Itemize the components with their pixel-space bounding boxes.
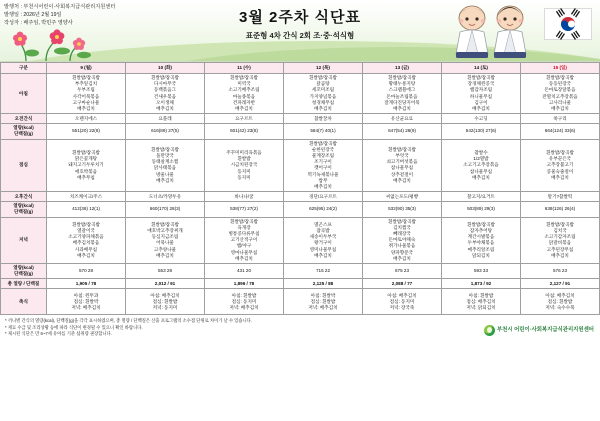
row-label-1: 오전간식	[1, 114, 47, 124]
cell-r1-c1: 요플레	[126, 114, 205, 124]
cell-r7-c3: 715 22	[284, 264, 363, 279]
cell-r8-c0: 1,905 / 78	[47, 279, 126, 289]
cell-r2-c1: 616(89) 27(5)	[126, 124, 205, 139]
logo-text: 부천시 어린이·사회복지급식관리지원센터	[496, 327, 594, 333]
day-date-1: 10	[158, 64, 164, 70]
cell-r6-c1: 흰쌀밥/잡곡밥 애호박고추장찌개 등심지금조림 어묵나물 고추양나물 배추김치	[126, 217, 205, 263]
cell-r1-c2: 요구르트	[205, 114, 284, 124]
character-icon	[446, 2, 538, 60]
menu-row-5	[1, 202, 600, 217]
day-header-0	[47, 63, 126, 74]
menu-row-6	[1, 217, 600, 263]
day-dow-1: (화)	[164, 64, 172, 70]
page-subtitle: 표준형 4차 간식 2회 조·중·석식형	[245, 31, 355, 40]
page-header	[0, 0, 600, 62]
cell-r5-c4: 532(90) 35(3)	[363, 202, 442, 217]
cell-r2-c2: 601(42) 23(8)	[205, 124, 284, 139]
cell-r9-c0: 아침: 왼뚜과 점심: 흰쌀박 저녁: 배추김치	[47, 289, 126, 315]
cell-r4-c3: 경단/요구르트	[284, 192, 363, 202]
cell-r5-c2: 538(77) 27(2)	[205, 202, 284, 217]
row-label-4: 오후간식	[1, 192, 47, 202]
cell-r3-c5: 찹쌀수 1/2열밥 소고기고추장볶음 참나물무침 배추김치	[442, 139, 521, 192]
cell-r6-c6: 흰쌀밥/잡곡밥 김치국 소고기감자조림 닭갈비볶음 고추된장무침 배추김치	[521, 217, 600, 263]
cell-r0-c5: 흰쌀밥/잡곡밥 장경채왼콩국 햄감자조림 하니물무침 김구이 배추김치	[442, 74, 521, 114]
cell-r8-c4: 2,088 / 77	[363, 279, 442, 289]
cell-r0-c0: 흰쌀밥/잡곡밥 부추잎김치 두부조림 사각어묵볶음 고구마순나물 배추김치	[47, 74, 126, 114]
cell-r3-c4: 흰쌀밥/잡곡밥 부엇국 쇠고기버섯볶음 참나물무침 상추겉절이 배추김치	[363, 139, 442, 192]
cell-r5-c0: 412(36) 12(1)	[47, 202, 126, 217]
menu-row-7	[1, 264, 600, 279]
cell-r7-c5: 593 33	[442, 264, 521, 279]
cell-r5-c1: 660(170) 28(3)	[126, 202, 205, 217]
cell-r7-c1: 553 28	[126, 264, 205, 279]
day-date-5: 14	[474, 64, 480, 70]
cell-r9-c4: 아침: 배추김치 점심: 동지미 저녁: 장국죽	[363, 289, 442, 315]
day-dow-4: (금)	[401, 64, 409, 70]
cell-r5-c6: 638(126) 26(4)	[521, 202, 600, 217]
cell-r4-c5: 찰고지/요거트	[442, 192, 521, 202]
menu-row-1	[1, 114, 600, 124]
page-title: 3월 2주차 식단표	[239, 9, 361, 26]
cell-r6-c3: 멸곤스프 잡곡밥 새송이두부국 왕거구이 영미나물무침 배추김치	[284, 217, 363, 263]
day-dow-6: (일)	[559, 64, 567, 70]
day-dow-5: (토)	[480, 64, 488, 70]
flower-icon	[12, 27, 102, 61]
day-header-5	[442, 63, 521, 74]
day-date-6: 15	[553, 64, 559, 70]
menu-table-body	[1, 74, 600, 315]
cell-r2-c4: 647(54) 28(9)	[363, 124, 442, 139]
cell-r0-c2: 흰쌀밥/잡곡밥 미역국 소고기배추조림 마늘종볶음 건파래자반 배추김치	[205, 74, 284, 114]
day-dow-2: (수)	[243, 64, 251, 70]
row-label-6: 저녁	[1, 217, 47, 263]
cell-r1-c3: 찹쌀꿀차	[284, 114, 363, 124]
cell-r5-c3: 625(95) 24(2)	[284, 202, 363, 217]
logo-icon	[484, 325, 495, 336]
cell-r3-c0: 흰쌀밥/잡곡밥 맑은꽃게탕 돼지고기두루치기 애호박볶음 배추무침	[47, 139, 126, 192]
menu-row-4	[1, 192, 600, 202]
menu-row-3	[1, 139, 600, 192]
cell-r0-c6: 흰쌀밥/잡곡밥 동동된장국 돈마토장달볶음 잔멸치고추장볶음 고사리나물 배추김치	[521, 74, 600, 114]
day-header-4	[363, 63, 442, 74]
cell-r8-c3: 2,125 / 88	[284, 279, 363, 289]
publish-date-line: 발행일 : 2026년 2월 19일	[4, 12, 62, 18]
cell-r3-c2: 주꾸미미리육볶음 흰쌀밥 시금치된장국 동지미 동지미	[205, 139, 284, 192]
cell-r0-c3: 흰쌀밥/잡곡밥 닭곰탕 세꼬미조림 가지양념볶음 청경채무침 배추김치	[284, 74, 363, 114]
footnote-0: * 끼니별 간식의 열량(kcal), 단백질(g)을 각각 표시하였으며, 총 열량 / 단백질은 산출 프로그램의 소수점 단위로 차이가 날 수 있습니다.	[5, 318, 253, 324]
cell-r6-c5: 흰쌀밥/잡곡밥 잠자추어탕 계간시발볶음 두부야채볶음 메추리알조림 닭되김치	[442, 217, 521, 263]
cell-r4-c2: 바나나/굴	[205, 192, 284, 202]
cell-r0-c1: 흰쌀밥/잡곡밥 다시마무국 동백볶음그 건새우볶음 오이생채 배추김치	[126, 74, 205, 114]
table-header-row	[1, 63, 600, 74]
cell-r6-c4: 흰쌀밥/잡곡밥 김치찜국 빼래장국 돈마토야채숙 쥐가나물볶음 양파향문국 배추김치	[363, 217, 442, 263]
author-line: 작성자 : 배주임, 박민주 영양사	[4, 20, 73, 26]
cell-r3-c3: 흰쌀밥/잡곡밥 순한된장국 물계장조림 조기구이 깻어구이 멱기녹새볶나물 쌈무 배추김치	[284, 139, 363, 192]
center-logo	[484, 325, 594, 336]
day-dow-0: (월)	[84, 64, 92, 70]
cell-r1-c4: 유산균요료	[363, 114, 442, 124]
day-date-2: 11	[237, 64, 243, 70]
cell-r8-c5: 1,873 / 92	[442, 279, 521, 289]
cell-r8-c2: 1,896 / 78	[205, 279, 284, 289]
cell-r4-c0: 치즈케이크/주스	[47, 192, 126, 202]
day-header-6	[521, 63, 600, 74]
day-header-1	[126, 63, 205, 74]
day-date-0: 9	[80, 64, 83, 70]
footnotes	[0, 318, 600, 337]
menu-row-2	[1, 124, 600, 139]
row-label-0: 아침	[1, 74, 47, 114]
menu-table	[0, 62, 600, 315]
cell-r7-c4: 675 23	[363, 264, 442, 279]
cell-r8-c6: 2,127 / 91	[521, 279, 600, 289]
cell-r2-c0: 551(20) 22(8)	[47, 124, 126, 139]
cell-r5-c5: 503(89) 29(3)	[442, 202, 521, 217]
day-header-2	[205, 63, 284, 74]
cell-r9-c2: 아침: 흰쌀밥 점심: 동지미 저녁: 배추김치	[205, 289, 284, 315]
korean-flag-icon	[544, 8, 592, 40]
menu-row-9	[1, 289, 600, 315]
cell-r7-c0: 570 28	[47, 264, 126, 279]
cell-r4-c4: 씨없는포도/평빵	[363, 192, 442, 202]
row-label-3: 점심	[1, 139, 47, 192]
table-corner-label: 구분	[1, 63, 47, 74]
footnote-1: * 재료 수급 및 조리상황 등에 따라 식단이 변경될 수 있으니 확인 바랍니다.	[5, 324, 143, 330]
footnote-2: * 제시된 식단은 만 6~7세 유아를 기준 섭취량 권장합니다.	[5, 331, 112, 337]
day-dow-3: (목)	[322, 64, 330, 70]
row-label-5: 열량(kcal) 단백질(g)	[1, 202, 47, 217]
cell-r3-c1: 흰쌀밥/잡곡밥 돌만맛국 동태살계소찜 닭사태볶음 방울나물 배추김치	[126, 139, 205, 192]
cell-r4-c6: 딸기?찹쌀떡	[521, 192, 600, 202]
day-date-4: 13	[395, 64, 401, 70]
cell-r9-c6: 아침: 배추김치 점심: 흰쌀밥 저녁: 숙수수묵	[521, 289, 600, 315]
cell-r7-c6: 576 23	[521, 264, 600, 279]
cell-r1-c5: 수고딩	[442, 114, 521, 124]
cell-r3-c6: 흰쌀밥/잡곡밥 유부꾼은국 고추장불고기 콩물숙줄절이 배추김치	[521, 139, 600, 192]
day-date-3: 12	[316, 64, 322, 70]
cell-r6-c2: 흰쌀밥/잡곡밥 육개장 병통콩다류무침 고기산적구이 햄/야구 영마나물무침 배추김치	[205, 217, 284, 263]
cell-r2-c6: 664(124) 33(6)	[521, 124, 600, 139]
menu-row-0	[1, 74, 600, 114]
publisher-line: 발행처 : 부천시어린이·사회복지급식관리지원센터	[4, 4, 116, 10]
row-label-9: 축식	[1, 289, 47, 315]
row-label-7: 열량(kcal) 단백질(g)	[1, 264, 47, 279]
cell-r1-c0: 오렌지에스	[47, 114, 126, 124]
row-label-8: 총 열량 / 단백질	[1, 279, 47, 289]
cell-r2-c5: 542(130) 27(6)	[442, 124, 521, 139]
cell-r2-c3: 584(7) 40(1)	[284, 124, 363, 139]
menu-row-8	[1, 279, 600, 289]
cell-r8-c1: 2,012 / 91	[126, 279, 205, 289]
cell-r7-c2: 431 20	[205, 264, 284, 279]
cell-r1-c6: 쑥구리	[521, 114, 600, 124]
cell-r9-c5: 아침: 흰쌀밥 점심: 배추김치 저녁: 닭되김치	[442, 289, 521, 315]
day-header-3	[284, 63, 363, 74]
cell-r0-c4: 흰쌀밥/잡곡밥 황태누룽지탕 스크램블에그 돈마늘조림볶음 잘게다진당지어묵 배추김치	[363, 74, 442, 114]
cell-r9-c1: 아침: 배추김치 점심: 흰쌀밥 저녁: 동지미	[126, 289, 205, 315]
cell-r4-c1: 도너츠/카망두유	[126, 192, 205, 202]
cell-r6-c0: 흰쌀밥/잡곡밥 열갈이국 소고기양파채볶음 배추김치볶음 사과배무침 배추김치	[47, 217, 126, 263]
row-label-2: 열량(kcal) 단백질(g)	[1, 124, 47, 139]
cell-r9-c3: 아침: 흰쌀박 점심: 흰쌀밥 저녁: 배추김치	[284, 289, 363, 315]
